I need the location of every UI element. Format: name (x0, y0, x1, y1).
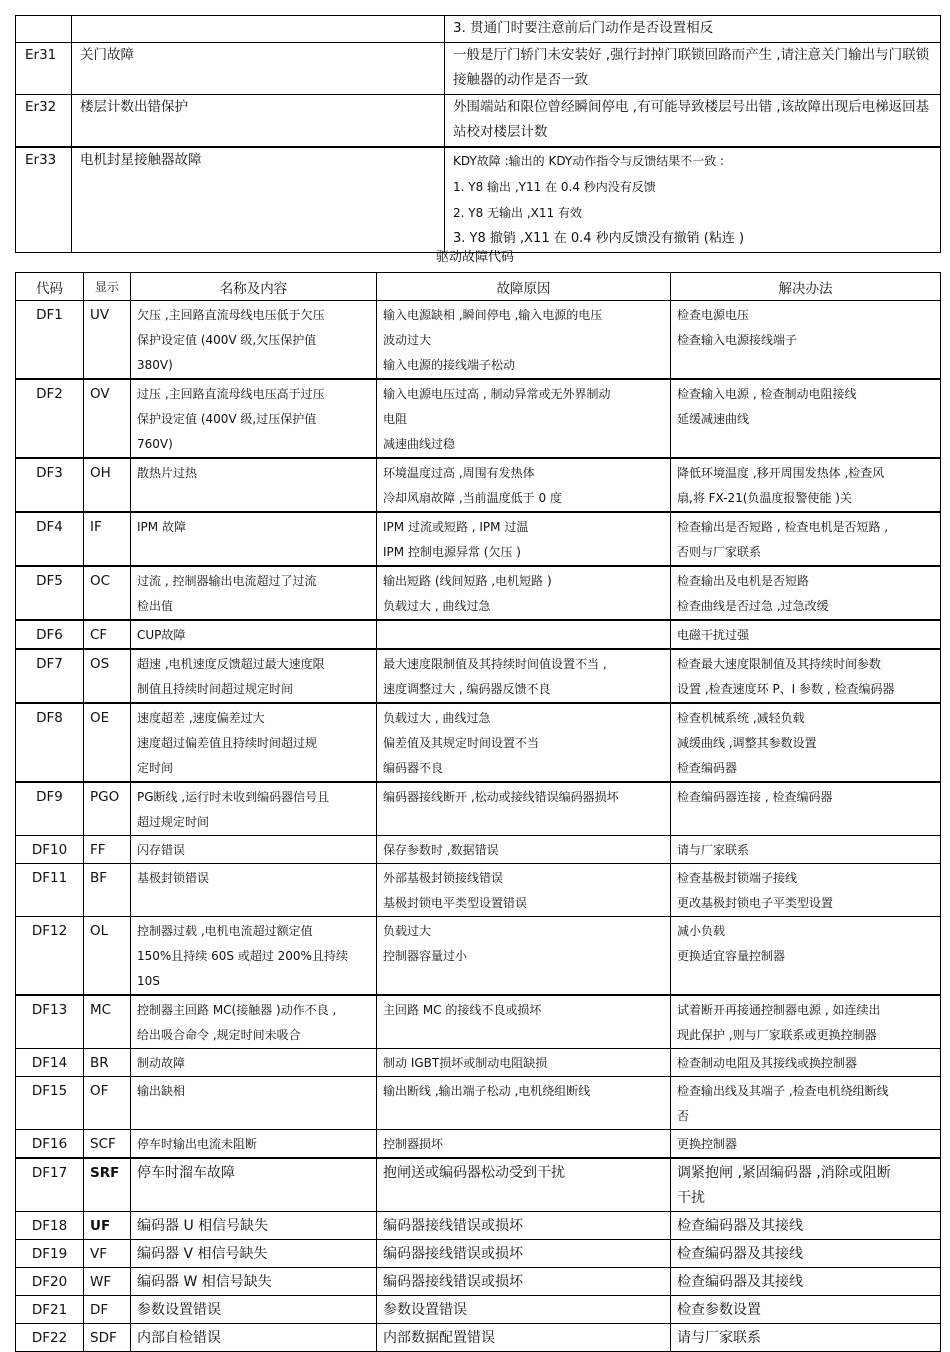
name-line: 停车时输出电流未阻断 (137, 1137, 258, 1151)
cause-line: 控制器损坏 (383, 1137, 444, 1151)
name-line: 过压 ,主回路直流母线电压高于过压 (137, 387, 325, 401)
fault-name-cell (131, 1212, 377, 1240)
solution-line: 检查参数设置 (677, 1302, 761, 1318)
header-cause: 故障原因 (377, 273, 671, 301)
fault-name-cell (72, 16, 445, 43)
display-code-cell: PGO (84, 782, 131, 836)
name-line: 定时间 (137, 761, 174, 775)
name-line: 停车时溜车故障 (137, 1165, 235, 1181)
fault-solution-cell (671, 458, 941, 512)
fault-cause-cell (377, 458, 671, 512)
name-line: 过流 , 控制器输出电流超过了过流 (137, 574, 317, 588)
fault-name-cell (131, 1130, 377, 1159)
fault-code-cell: DF22 (16, 1324, 84, 1352)
fault-cause-cell (377, 1212, 671, 1240)
fault-solution-cell (671, 782, 941, 836)
cause-line: 编码器接线错误或损坏 (383, 1274, 523, 1290)
table-row (16, 703, 941, 782)
solution-line: 设置 ,检查速度环 P、I 参数 , 检查编码器 (677, 682, 895, 696)
fault-cause-cell (377, 1324, 671, 1352)
fault-code-cell: DF3 (16, 458, 84, 512)
fault-cause-cell (377, 301, 671, 380)
header-solution: 解决办法 (671, 273, 941, 301)
fault-code-cell: DF1 (16, 301, 84, 380)
reason-line: 3. Y8 撤销 ,X11 在 0.4 秒内反馈没有撤销 (粘连 ) (453, 230, 745, 246)
display-code-cell: WF (84, 1268, 131, 1296)
table-row (16, 1212, 941, 1240)
fault-name-cell (131, 1324, 377, 1352)
fault-name-cell (131, 620, 377, 649)
fault-code-cell: Er32 (16, 95, 72, 147)
fault-name-cell (131, 782, 377, 836)
name-line: 闪存错误 (137, 843, 186, 857)
name-line: 散热片过热 (137, 466, 198, 480)
table-row (16, 95, 941, 147)
fault-code-cell (16, 16, 72, 43)
fault-name-cell (131, 649, 377, 703)
fault-solution-cell (671, 620, 941, 649)
table-row (16, 995, 941, 1049)
fault-name-cell (131, 512, 377, 566)
fault-solution-cell (671, 703, 941, 782)
fault-name-cell (131, 995, 377, 1049)
cause-line: 参数设置错误 (383, 1302, 467, 1318)
name-line: 380V) (137, 358, 173, 372)
table-row (16, 1158, 941, 1212)
fault-name-cell (131, 566, 377, 620)
fault-name-cell (131, 1077, 377, 1130)
fault-code-cell: Er31 (16, 43, 72, 95)
fault-solution-cell (671, 1268, 941, 1296)
fault-code-cell: DF13 (16, 995, 84, 1049)
table-row (16, 1077, 941, 1130)
cause-line: 输入电源的接线端子松动 (383, 358, 516, 372)
fault-code-cell: DF20 (16, 1268, 84, 1296)
fault-code-cell: DF9 (16, 782, 84, 836)
name-line: 制值且持续时间超过规定时间 (137, 682, 294, 696)
solution-line: 减缓曲线 ,调整其参数设置 (677, 736, 817, 750)
table-row (16, 782, 941, 836)
table-row (16, 43, 941, 95)
fault-reason-cell (445, 147, 941, 253)
fault-cause-cell (377, 703, 671, 782)
solution-line: 检查输出线及其端子 ,检查电机绕组断线 (677, 1084, 889, 1098)
name-line: IPM 故障 (137, 520, 186, 534)
fault-solution-cell (671, 301, 941, 380)
reason-line: 2. Y8 无输出 ,X11 有效 (453, 205, 582, 220)
table-row (16, 836, 941, 864)
solution-line: 请与厂家联系 (677, 843, 750, 857)
fault-solution-cell (671, 566, 941, 620)
name-line: 760V) (137, 437, 173, 451)
fault-cause-cell (377, 1049, 671, 1077)
fault-name-cell: 关门故障 (72, 43, 445, 95)
fault-name-cell (131, 301, 377, 380)
fault-solution-cell (671, 1212, 941, 1240)
fault-solution-cell (671, 1130, 941, 1159)
cause-line: 控制器容量过小 (383, 949, 468, 963)
solution-line: 降低环境温度 ,移开周围发热体 ,检查风 (677, 466, 885, 480)
fault-name-cell (131, 1158, 377, 1212)
fault-cause-cell (377, 995, 671, 1049)
fault-cause-cell (377, 1130, 671, 1159)
cause-line: 负载过大 (383, 924, 432, 938)
cause-line: 偏差值及其规定时间设置不当 (383, 736, 540, 750)
solution-line: 请与厂家联系 (677, 1330, 761, 1346)
fault-code-cell: DF6 (16, 620, 84, 649)
solution-line: 检查输入电源 , 检查制动电阻接线 (677, 387, 857, 401)
fault-cause-cell (377, 782, 671, 836)
cause-line: 编码器不良 (383, 761, 444, 775)
cause-line: 最大速度限制值及其持续时间值设置不当 , (383, 657, 607, 671)
fault-reason-cell: 外围端站和限位曾经瞬间停电 ,有可能导致楼层号出错 ,该故障出现后电梯返回基站校对楼层计数 (445, 95, 941, 147)
reason-line: 1. Y8 输出 ,Y11 在 0.4 秒内没有反馈 (453, 179, 656, 194)
fault-code-cell: DF5 (16, 566, 84, 620)
cause-line: IPM 控制电源异常 (欠压 ) (383, 545, 521, 559)
fault-cause-cell (377, 1268, 671, 1296)
solution-line: 检查编码器 (677, 761, 738, 775)
display-code-cell: OS (84, 649, 131, 703)
display-code-cell: OC (84, 566, 131, 620)
name-line: 编码器 U 相信号缺失 (137, 1218, 269, 1234)
solution-line: 检查曲线是否过急 ,过急改缓 (677, 599, 829, 613)
fault-code-cell: DF4 (16, 512, 84, 566)
table-row (16, 458, 941, 512)
fault-cause-cell (377, 1158, 671, 1212)
solution-line: 检查输入电源接线端子 (677, 333, 798, 347)
cause-line: 输入电源缺相 ,瞬间停电 ,输入电源的电压 (383, 308, 603, 322)
fault-cause-cell (377, 379, 671, 458)
name-line: 欠压 ,主回路直流母线电压低于欠压 (137, 308, 325, 322)
solution-line: 扇,将 FX-21(负温度报警使能 )关 (677, 491, 852, 505)
fault-cause-cell (377, 649, 671, 703)
fault-cause-cell (377, 566, 671, 620)
cause-line: 波动过大 (383, 333, 432, 347)
fault-solution-cell (671, 1077, 941, 1130)
cause-line: 减速曲线过稳 (383, 437, 456, 451)
fault-solution-cell (671, 864, 941, 917)
name-line: CUP故障 (137, 628, 186, 642)
fault-name-cell (131, 703, 377, 782)
solution-line: 否则与厂家联系 (677, 545, 762, 559)
table-row (16, 1324, 941, 1352)
solution-line: 调紧抱闸 ,紧固编码器 ,消除或阻断 (677, 1165, 891, 1181)
solution-line: 检查编码器及其接线 (677, 1274, 803, 1290)
fault-code-cell: DF15 (16, 1077, 84, 1130)
fault-solution-cell (671, 1049, 941, 1077)
table-row (16, 379, 941, 458)
name-line: 编码器 V 相信号缺失 (137, 1246, 268, 1262)
solution-line: 更换适宜容量控制器 (677, 949, 786, 963)
fault-name-cell (131, 917, 377, 996)
cause-line: 输出短路 (线间短路 ,电机短路 ) (383, 574, 552, 588)
fault-name-cell (131, 836, 377, 864)
name-line: 内部自检错误 (137, 1330, 221, 1346)
fault-solution-cell (671, 512, 941, 566)
solution-line: 检查制动电阻及其接线或换控制器 (677, 1056, 858, 1070)
display-code-cell: SCF (84, 1130, 131, 1159)
cause-line: 负载过大 , 曲线过急 (383, 711, 491, 725)
name-line: 制动故障 (137, 1056, 186, 1070)
cause-line: 输出断线 ,输出端子松动 ,电机绕组断线 (383, 1084, 591, 1098)
cause-line: 基极封锁电平类型设置错误 (383, 896, 528, 910)
table-header-row (16, 273, 941, 301)
fault-name-cell (131, 1268, 377, 1296)
table-row (16, 864, 941, 917)
solution-line: 干扰 (677, 1190, 705, 1206)
cause-line: 速度调整过大 , 编码器反馈不良 (383, 682, 551, 696)
fault-code-cell: DF12 (16, 917, 84, 996)
table-row (16, 147, 941, 253)
fault-solution-cell (671, 1324, 941, 1352)
solution-line: 检查编码器连接 , 检查编码器 (677, 790, 833, 804)
fault-solution-cell (671, 649, 941, 703)
header-code: 代码 (16, 273, 84, 301)
table-row (16, 620, 941, 649)
fault-code-cell: DF10 (16, 836, 84, 864)
fault-name-cell (131, 1296, 377, 1324)
drive-table-body (16, 301, 941, 1352)
table-row (16, 1240, 941, 1268)
fault-solution-cell (671, 1296, 941, 1324)
header-display: 显示 (84, 273, 131, 301)
solution-line: 检查最大速度限制值及其持续时间参数 (677, 657, 882, 671)
fault-code-cell: Er33 (16, 147, 72, 253)
display-code-cell: SRF (84, 1158, 131, 1212)
display-code-cell: OL (84, 917, 131, 996)
cause-line: 制动 IGBT损坏或制动电阻缺损 (383, 1056, 548, 1070)
fault-name-cell (131, 458, 377, 512)
fault-code-cell: DF8 (16, 703, 84, 782)
name-line: 检出值 (137, 599, 174, 613)
solution-line: 检查输出是否短路 , 检查电机是否短路 , (677, 520, 889, 534)
cause-line: 编码器接线错误或损坏 (383, 1246, 523, 1262)
display-code-cell: VF (84, 1240, 131, 1268)
fault-code-cell: DF16 (16, 1130, 84, 1159)
cause-line: 抱闸送或编码器松动受到干扰 (383, 1165, 565, 1181)
fault-solution-cell (671, 995, 941, 1049)
display-code-cell: UV (84, 301, 131, 380)
fault-cause-cell (377, 1240, 671, 1268)
table-row (16, 1268, 941, 1296)
cause-line: 输入电源电压过高 , 制动异常或无外界制动 (383, 387, 611, 401)
solution-line: 检查编码器及其接线 (677, 1246, 803, 1262)
name-line: 超速 ,电机速度反馈超过最大速度限 (137, 657, 325, 671)
name-line: 保护设定值 (400V 级,欠压保护值 (137, 333, 317, 347)
fault-reason-cell: 3. 贯通门时要注意前后门动作是否设置相反 (445, 16, 941, 43)
solution-line: 更换控制器 (677, 1137, 738, 1151)
name-line: 保护设定值 (400V 级,过压保护值 (137, 412, 317, 426)
cause-line: 冷却风扇故障 ,当前温度低于 0 度 (383, 491, 562, 505)
fault-code-cell: DF7 (16, 649, 84, 703)
table-row (16, 1130, 941, 1159)
solution-line: 检查基极封锁端子接线 (677, 871, 798, 885)
solution-line: 检查输出及电机是否短路 (677, 574, 810, 588)
cause-line: 内部数据配置错误 (383, 1330, 495, 1346)
name-line: 速度超过偏差值且持续时间超过规 (137, 736, 318, 750)
name-line: 150%且持续 60S 或超过 200%且持续 (137, 949, 348, 963)
display-code-cell: DF (84, 1296, 131, 1324)
cause-line: 外部基极封锁接线错误 (383, 871, 504, 885)
display-code-cell: FF (84, 836, 131, 864)
table-row (16, 1296, 941, 1324)
fault-reason-cell: 一般是厅门轿门未安装好 ,强行封掉门联锁回路而产生 ,请注意关门输出与门联锁接触器的动作是否一致 (445, 43, 941, 95)
cause-line: 环境温度过高 ,周围有发热体 (383, 466, 535, 480)
fault-code-cell: DF14 (16, 1049, 84, 1077)
display-code-cell: OF (84, 1077, 131, 1130)
solution-line: 否 (677, 1109, 690, 1123)
fault-cause-cell (377, 512, 671, 566)
cause-line: 编码器接线错误或损坏 (383, 1218, 523, 1234)
fault-name-cell (131, 1049, 377, 1077)
fault-name-cell (131, 864, 377, 917)
cause-line: 电阻 (383, 412, 408, 426)
solution-line: 试着断开再接通控制器电源 , 如连续出 (677, 1003, 881, 1017)
cause-line: 主回路 MC 的接线不良或损坏 (383, 1003, 542, 1017)
fault-name-cell: 电机封星接触器故障 (72, 147, 445, 253)
table-row (16, 16, 941, 43)
table-row (16, 566, 941, 620)
display-code-cell: SDF (84, 1324, 131, 1352)
display-code-cell: MC (84, 995, 131, 1049)
fault-code-cell: DF19 (16, 1240, 84, 1268)
cause-line: IPM 过流或短路 , IPM 过温 (383, 520, 529, 534)
header-name: 名称及内容 (131, 273, 377, 301)
fault-solution-cell (671, 379, 941, 458)
fault-code-cell: DF11 (16, 864, 84, 917)
name-line: 控制器主回路 MC(接触器 )动作不良 , (137, 1003, 337, 1017)
table-row (16, 512, 941, 566)
solution-line: 更改基极封锁电子平类型设置 (677, 896, 834, 910)
fault-cause-cell (377, 917, 671, 996)
solution-line: 检查电源电压 (677, 308, 750, 322)
fault-code-cell: DF2 (16, 379, 84, 458)
name-line: 基极封锁错误 (137, 871, 210, 885)
fault-name-cell: 楼层计数出错保护 (72, 95, 445, 147)
solution-line: 延缓减速曲线 (677, 412, 750, 426)
cause-line: 编码器接线断开 ,松动或接线错误编码器损坏 (383, 790, 619, 804)
fault-code-cell: DF18 (16, 1212, 84, 1240)
fault-cause-cell (377, 1077, 671, 1130)
fault-name-cell (131, 1240, 377, 1268)
fault-solution-cell (671, 917, 941, 996)
drive-fault-table (15, 272, 941, 1352)
fault-solution-cell (671, 1158, 941, 1212)
cause-line: 负载过大 , 曲线过急 (383, 599, 491, 613)
name-line: 超过规定时间 (137, 815, 210, 829)
display-code-cell: IF (84, 512, 131, 566)
name-line: 速度超差 ,速度偏差过大 (137, 711, 265, 725)
display-code-cell: OH (84, 458, 131, 512)
display-code-cell: CF (84, 620, 131, 649)
name-line: 控制器过载 ,电机电流超过额定值 (137, 924, 313, 938)
name-line: 编码器 W 相信号缺失 (137, 1274, 272, 1290)
display-code-cell: OE (84, 703, 131, 782)
solution-line: 现此保护 ,则与厂家联系或更换控制器 (677, 1028, 877, 1042)
display-code-cell: BR (84, 1049, 131, 1077)
solution-line: 检查机械系统 ,减轻负载 (677, 711, 805, 725)
fault-solution-cell (671, 1240, 941, 1268)
elevator-fault-table (15, 15, 941, 253)
drive-table-title: 驱动故障代码 (435, 250, 514, 265)
display-code-cell: BF (84, 864, 131, 917)
solution-line: 电磁干扰过强 (677, 628, 750, 642)
table-row (16, 649, 941, 703)
fault-name-cell (131, 379, 377, 458)
name-line: 给出吸合命令 ,规定时间未吸合 (137, 1028, 301, 1042)
solution-line: 减小负载 (677, 924, 726, 938)
fault-cause-cell (377, 620, 671, 649)
cause-line: 保存参数时 ,数据错误 (383, 843, 499, 857)
solution-line: 检查编码器及其接线 (677, 1218, 803, 1234)
fault-code-cell: DF21 (16, 1296, 84, 1324)
display-code-cell: UF (84, 1212, 131, 1240)
fault-solution-cell (671, 836, 941, 864)
name-line: PG断线 ,运行时未收到编码器信号且 (137, 790, 330, 804)
name-line: 参数设置错误 (137, 1302, 221, 1318)
name-line: 10S (137, 974, 160, 988)
fault-cause-cell (377, 1296, 671, 1324)
table-row (16, 1049, 941, 1077)
fault-cause-cell (377, 864, 671, 917)
fault-cause-cell (377, 836, 671, 864)
table-row (16, 301, 941, 380)
fault-code-cell: DF17 (16, 1158, 84, 1212)
display-code-cell: OV (84, 379, 131, 458)
name-line: 输出缺相 (137, 1084, 186, 1098)
reason-line: KDY故障 :输出的 KDY动作指令与反馈结果不一致 : (453, 153, 725, 168)
table-row (16, 917, 941, 996)
